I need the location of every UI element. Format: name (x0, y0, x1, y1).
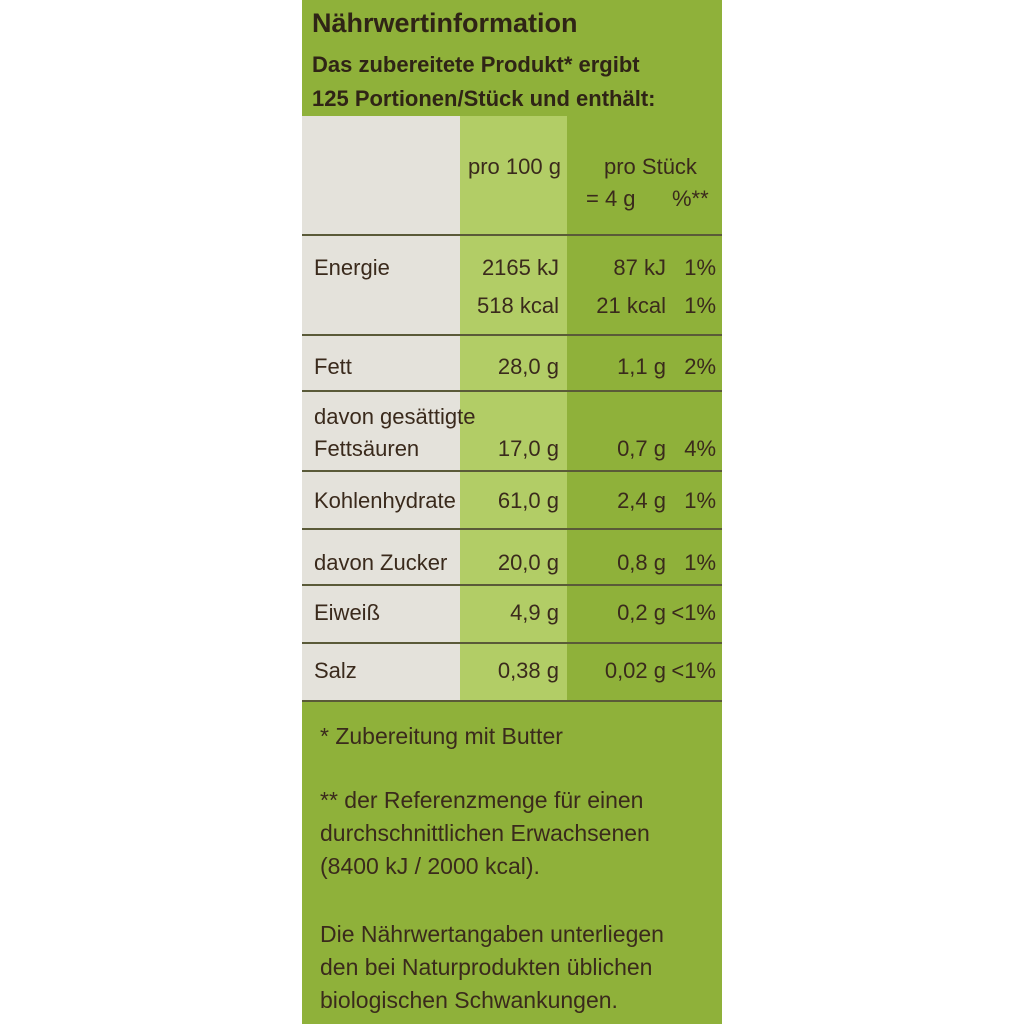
column-header-piece-weight: = 4 g (586, 186, 636, 211)
nutrient-name-salt: Salz (314, 658, 357, 683)
value-per-100g-salt: 0,38 g (497, 658, 559, 683)
row-divider (302, 334, 722, 336)
value-per-100g-energy-kj: 2165 kJ (481, 255, 559, 280)
footnote-reference-line3: (8400 kJ / 2000 kcal). (320, 853, 540, 879)
row-divider (302, 642, 722, 644)
percent-salt: <1% (671, 658, 716, 683)
percent-energy-kj: 1% (684, 255, 716, 280)
nutrient-name-protein: Eiweiß (314, 600, 381, 625)
value-per-piece-energy-kcal: 21 kcal (596, 293, 666, 318)
row-divider (302, 700, 722, 702)
value-per-100g-sugar: 20,0 g (497, 550, 559, 575)
nutrient-name-carbohydrates: Kohlenhydrate (314, 488, 456, 513)
footnote-preparation: * Zubereitung mit Butter (320, 723, 563, 749)
value-per-piece-protein: 0,2 g (617, 600, 666, 625)
value-per-100g-fat: 28,0 g (497, 354, 559, 379)
column-header-percent: %** (672, 186, 709, 211)
value-per-piece-fat: 1,1 g (617, 354, 666, 379)
nutrient-name-saturated-fat: davon gesättigte (314, 404, 476, 429)
nutrient-name-fat: Fett (314, 354, 352, 379)
value-per-piece-saturated-fat: 0,7 g (617, 436, 666, 461)
value-per-piece-carbohydrates: 2,4 g (617, 488, 666, 513)
value-per-100g-carbohydrates: 61,0 g (497, 488, 559, 513)
nutrition-panel (302, 0, 722, 1024)
percent-carbohydrates: 1% (684, 488, 716, 513)
value-per-100g-energy-kcal: 518 kcal (477, 293, 559, 318)
nutrient-name-energy: Energie (314, 255, 390, 280)
percent-protein: <1% (671, 600, 716, 625)
disclaimer-line1: Die Nährwertangaben unterliegen (320, 921, 664, 947)
value-per-100g-protein: 4,9 g (510, 600, 559, 625)
row-divider (302, 470, 722, 472)
product-yield-line2: 125 Portionen/Stück und enthält: (312, 86, 656, 111)
nutrient-name-sugar: davon Zucker (314, 550, 448, 575)
nutrition-title: Nährwertinformation (312, 8, 578, 38)
value-per-piece-salt: 0,02 g (604, 658, 666, 683)
nutrition-table (302, 116, 722, 702)
footnote-reference-line2: durchschnittlichen Erwachsenen (320, 820, 650, 846)
footnote-reference-line1: ** der Referenzmenge für einen (320, 787, 644, 813)
percent-saturated-fat: 4% (684, 436, 716, 461)
nutrient-name-saturated-fat-line2: Fettsäuren (314, 436, 420, 461)
row-divider (302, 234, 722, 236)
disclaimer-line2: den bei Naturprodukten üblichen (320, 954, 653, 980)
percent-sugar: 1% (684, 550, 716, 575)
value-per-piece-sugar: 0,8 g (617, 550, 666, 575)
column-header-per-piece: pro Stück (604, 154, 697, 179)
row-divider (302, 390, 722, 392)
value-per-piece-energy-kj: 87 kJ (613, 255, 666, 280)
row-divider (302, 584, 722, 586)
percent-fat: 2% (684, 354, 716, 379)
product-yield-line1: Das zubereitete Produkt* ergibt (312, 52, 640, 77)
value-per-100g-saturated-fat: 17,0 g (497, 436, 559, 461)
percent-energy-kcal: 1% (684, 293, 716, 318)
column-header-per-100g: pro 100 g (468, 154, 561, 179)
row-divider (302, 528, 722, 530)
disclaimer-line3: biologischen Schwankungen. (320, 987, 618, 1013)
